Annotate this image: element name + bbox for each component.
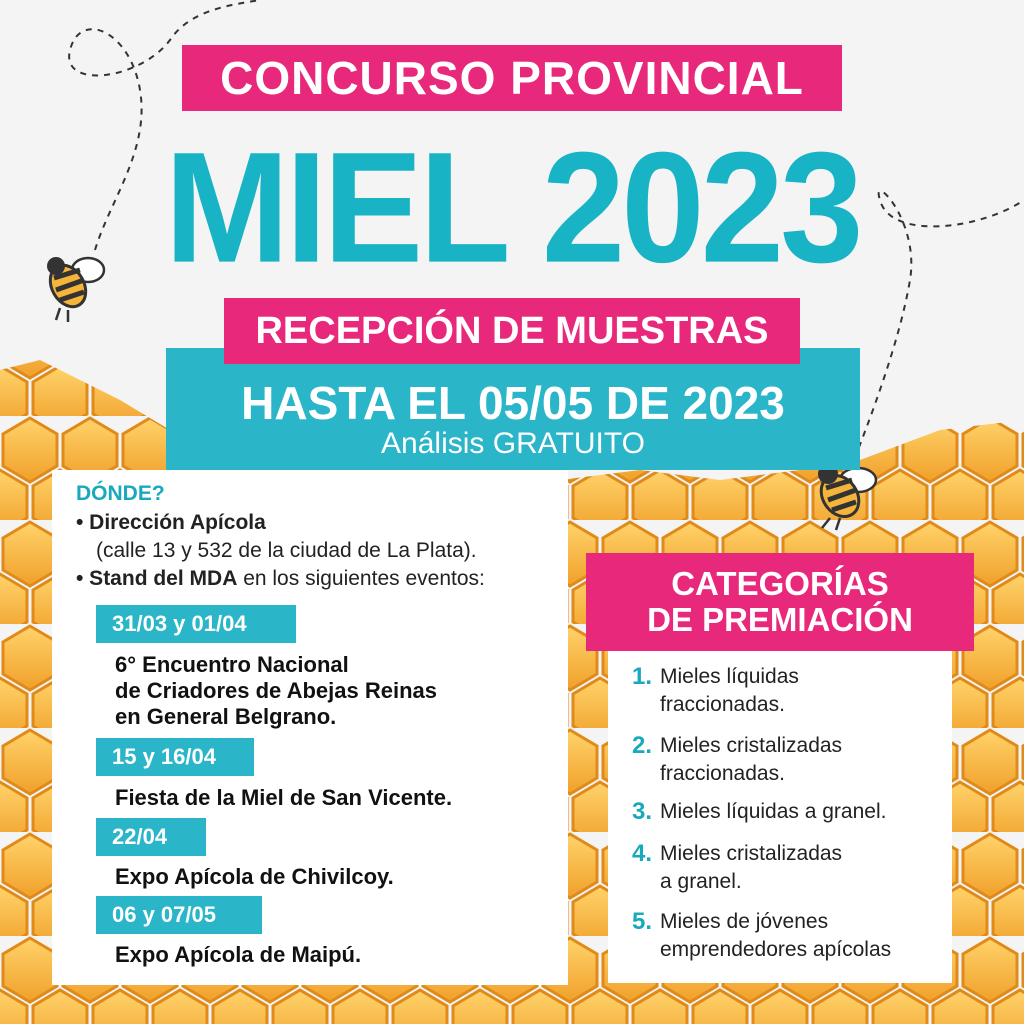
where-item-2-rest: en los siguientes eventos: bbox=[237, 567, 485, 590]
event-date: 15 y 16/04 bbox=[96, 738, 254, 776]
category-line: emprendedores apícolas bbox=[660, 938, 892, 961]
category-number: 1. bbox=[632, 663, 653, 690]
event-line: Expo Apícola de Maipú. bbox=[115, 942, 362, 967]
event-date: 22/04 bbox=[96, 818, 206, 856]
event-line: 6° Encuentro Nacional bbox=[115, 652, 349, 677]
categories-title bbox=[586, 553, 974, 651]
event-date: 31/03 y 01/04 bbox=[96, 605, 296, 643]
event-line: de Criadores de Abejas Reinas bbox=[115, 678, 437, 703]
analysis-text: Análisis GRATUITO bbox=[381, 427, 645, 460]
category-line: Mieles de jóvenes bbox=[660, 910, 829, 933]
deadline-text: HASTA EL 05/05 DE 2023 bbox=[241, 377, 785, 429]
where-item-2 bbox=[76, 566, 485, 592]
where-item-1: • Dirección Apícola bbox=[76, 511, 266, 534]
category-line: Mieles líquidas a granel. bbox=[660, 800, 887, 823]
category-line: a granel. bbox=[660, 870, 742, 893]
category-line: Mieles líquidas bbox=[660, 665, 799, 688]
event-date: 06 y 07/05 bbox=[96, 896, 262, 934]
category-number: 2. bbox=[632, 732, 653, 759]
page-title: MIEL 2023 bbox=[164, 118, 860, 296]
category-line: Mieles cristalizadas bbox=[660, 734, 843, 757]
event-line: Expo Apícola de Chivilcoy. bbox=[115, 864, 394, 889]
category-number: 3. bbox=[632, 798, 653, 825]
contest-label: CONCURSO PROVINCIAL bbox=[182, 45, 842, 111]
where-item-1-detail: (calle 13 y 532 de la ciudad de La Plata). bbox=[96, 539, 477, 562]
category-line: fraccionadas. bbox=[660, 693, 785, 716]
category-line: Mieles cristalizadas bbox=[660, 842, 843, 865]
deadline-box bbox=[166, 348, 860, 470]
categories-title-line2: DE PREMIACIÓN bbox=[647, 601, 913, 638]
reception-label: RECEPCIÓN DE MUESTRAS bbox=[224, 298, 800, 364]
event-line: Fiesta de la Miel de San Vicente. bbox=[115, 785, 453, 810]
categories-title-line1: CATEGORÍAS bbox=[671, 565, 889, 602]
category-line: fraccionadas. bbox=[660, 762, 785, 785]
where-heading: DÓNDE? bbox=[76, 482, 165, 505]
where-item-2-bold: • Stand del MDA bbox=[76, 567, 238, 590]
category-number: 5. bbox=[632, 908, 653, 935]
event-line: en General Belgrano. bbox=[115, 704, 337, 729]
category-number: 4. bbox=[632, 840, 653, 867]
